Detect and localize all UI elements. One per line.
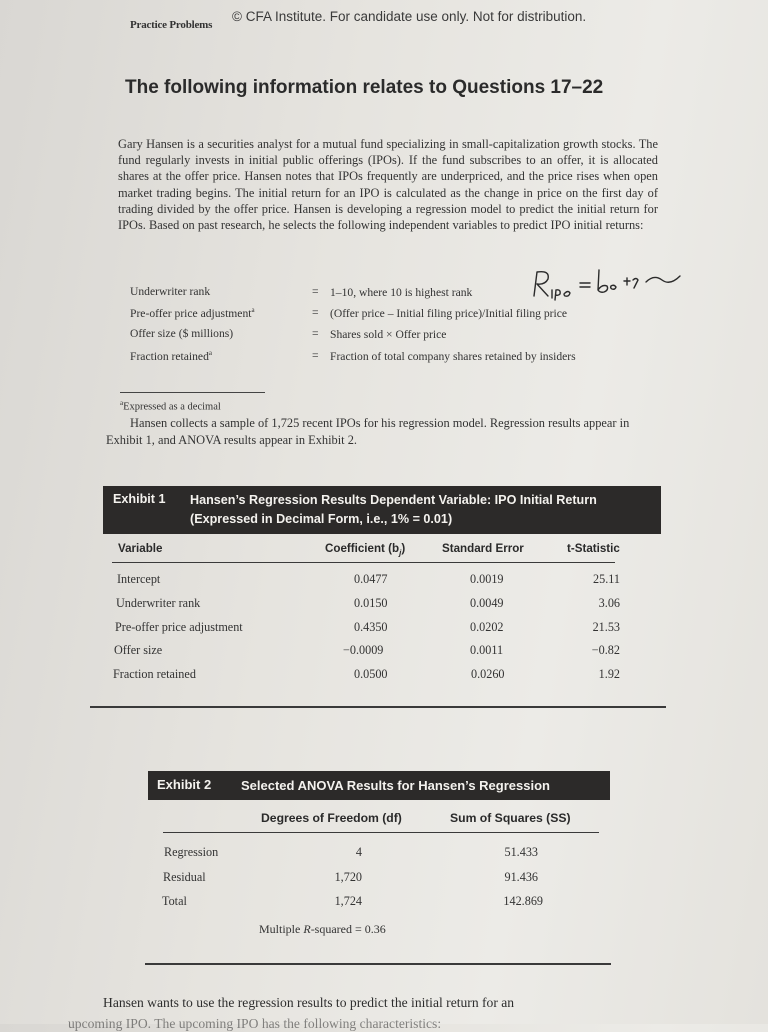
sample-paragraph: Hansen collects a sample of 1,725 recent IPOs for his regression model. Regression results appear in Exhibit 1, and ANOVA results appear in Exhibit 2. [106,416,630,447]
col-header-ss: Sum of Squares (SS) [450,811,571,825]
table-header-rule [112,562,615,563]
footnote-rule [120,392,265,393]
cell-variable: Intercept [117,572,161,586]
cell-ss: 91.436 [504,870,538,884]
section-title: The following information relates to Questions 17–22 [125,77,604,98]
exhibit-2-title: Selected ANOVA Results for Hansen’s Regression [241,778,550,793]
equals-sign: = [312,349,319,362]
equals-sign: = [312,306,319,319]
running-head: Practice Problems [130,19,213,31]
cell-coefficient: 0.0150 [354,596,388,610]
cell-t-stat: 21.53 [592,620,620,634]
variable-definition: (Offer price – Initial filing price)/Initial filing price [330,307,568,320]
variable-definition: Fraction of total company shares retained by insiders [330,350,576,363]
cell-df: 4 [355,845,362,859]
cell-std-error: 0.0049 [470,596,504,610]
cell-variable: Offer size [114,643,163,657]
exhibit-1-label: Exhibit 1 [113,492,166,506]
cell-t-stat: 1.92 [598,667,620,681]
cell-t-stat: 25.11 [593,572,620,586]
cell-df: 1,720 [334,870,362,884]
cell-source: Residual [163,870,206,884]
cell-coefficient: −0.0009 [343,643,384,657]
cell-variable: Pre-offer price adjustment [115,620,243,634]
variable-name: Fraction retained$^a$ [130,349,212,363]
anova-bottom-rule [145,963,611,965]
col-header-t-stat: t-Statistic [567,542,620,555]
col-header-variable: Variable [118,542,163,555]
cell-std-error: 0.0011 [470,643,504,657]
cell-source: Regression [164,845,219,859]
cell-std-error: 0.0019 [470,572,504,586]
col-header-coefficient: Coefficient $(b_j)$ [325,542,406,558]
variable-name: Pre-offer price adjustment$^a$ [130,306,255,320]
cell-std-error: 0.0202 [470,620,504,634]
cell-t-stat: −0.82 [591,643,620,657]
cell-coefficient: 0.0500 [354,667,388,681]
anova-header-rule [163,832,599,833]
equals-sign: = [312,285,319,298]
bottom-paragraph: Hansen wants to use the regression results to predict the initial return for an [103,995,515,1010]
cell-t-stat: 3.06 [598,596,620,610]
cell-source: Total [162,894,187,908]
multiple-r-squared: Multiple R-squared = 0.36 [259,922,386,936]
table-bottom-rule [90,706,666,708]
col-header-df: Degrees of Freedom (df) [261,811,402,825]
cell-variable: Fraction retained [113,667,196,681]
copyright-notice: © CFA Institute. For candidate use only. Not for distribution. [232,9,587,24]
variable-definition: 1–10, where 10 is highest rank [330,286,473,299]
footnote: $^a$Expressed as a decimal [120,399,221,413]
cell-df: 1,724 [334,894,362,908]
col-header-std-error: Standard Error [442,542,524,555]
variable-definition: Shares sold × Offer price [330,328,447,341]
exhibit-1-title: Hansen’s Regression Results Dependent Variable: IPO Initial Return (Expressed in Decimal Form, i.e., 1% = 0.01) [190,493,597,526]
handwritten-annotation [528,266,698,302]
variable-name: Offer size ($ millions) [130,327,234,340]
cell-ss: 142.869 [503,894,543,908]
bottom-paragraph-cutoff: upcoming IPO. The upcoming IPO has the following characteristics: [68,1016,442,1031]
cell-variable: Underwriter rank [116,596,201,610]
exhibit-2-label: Exhibit 2 [157,777,212,792]
variable-name: Underwriter rank [130,285,211,298]
exhibit-1-banner [103,486,661,534]
cell-coefficient: 0.0477 [354,572,388,586]
cell-ss: 51.433 [504,845,538,859]
intro-paragraph: Gary Hansen is a securities analyst for a mutual fund specializing in small-capitalization growth stocks. The fund regularly invests in initial public offerings (IPOs). If the fund subscribes to an offer, it is allocated shares at the offer price. Hansen notes that IPOs frequently are underpriced, and the price rises when open market trading begins. The initial return for an IPO is calculated as the change in price on the first day of trading divided by the offer price. Hansen is developing a regression model to predict the initial return for IPOs. Based on past research, he selects the following independent variables to predict IPO initial returns: [118,137,658,233]
equals-sign: = [312,327,319,340]
cell-coefficient: 0.4350 [354,620,388,634]
cell-std-error: 0.0260 [471,667,505,681]
exhibit-2-banner [148,771,610,800]
